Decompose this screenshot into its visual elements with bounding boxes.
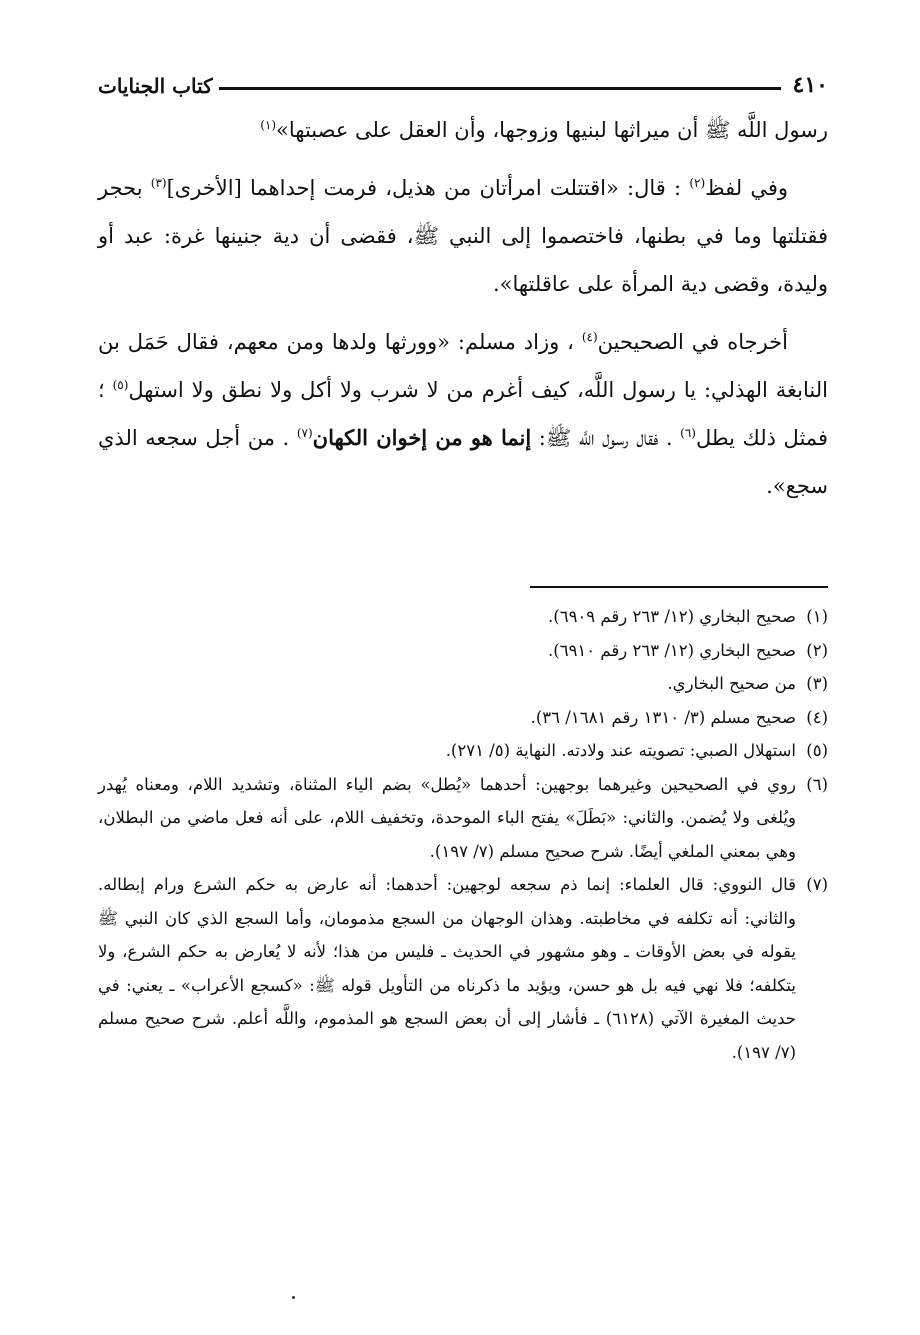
footnote-ref-3[interactable]: (٣) — [150, 176, 167, 190]
header-rule — [219, 87, 781, 90]
footnote-number: (٥) — [806, 741, 828, 760]
paragraph-3-text-d: . فقال رسول اللَّه ﷺ: — [531, 426, 681, 450]
footnote-1 — [98, 600, 828, 634]
footnote-number: (٢) — [806, 640, 828, 660]
paragraph-2-text-c: بحجر فقتلتها وما في بطنها، فاختصموا إلى النبي ﷺ، فقضى أن دية جنينها غرة: عبد أو وليدة، وقضى دية المرأة على عاقلتها». — [98, 176, 828, 296]
footnote-text: قال النووي: قال العلماء: إنما ذم سجعه لوجهين: أحدهما: أنه عارض به حكم الشرع ورام إبطاله. والثاني: أنه تكلفه في مخاطبته. وهذان الوجهان من السجع مذمومان، وأما السجع الذي كان النبي ﷺ يقوله في بعض الأوقات ـ وهو مشهور في الحديث ـ فليس من هذا؛ لأنه لا يُعارض به حكم الشرع، ولا يتكلفه؛ فلا نهي فيه بل هو حسن، ويؤيد ما ذكرناه من التأويل قوله ﷺ: «كسجع الأعراب» ـ يعني: في حديث المغيرة الآتي (٦١٢٨) ـ فأشار إلى أن بعض السجع هو المذموم، واللَّه أعلم. شرح صحيح مسلم (٧/ ١٩٧). — [98, 875, 796, 1062]
footnote-ref-7[interactable]: (٧) — [296, 426, 313, 440]
main-text — [98, 106, 828, 510]
paragraph-2 — [98, 164, 828, 308]
footnote-separator — [530, 586, 828, 588]
hadith-bold-phrase: إنما هو من إخوان الكهان — [312, 425, 532, 450]
paragraph-3 — [98, 318, 828, 510]
footnote-ref-5[interactable]: (٥) — [112, 378, 129, 392]
scan-speck — [292, 1296, 295, 1299]
paragraph-2-text-a: وفي لفظ — [705, 176, 789, 200]
paragraph-2-text-b: : قال: «اقتتلت امرأتان من هذيل، فرمت إحداهما [الأخرى] — [166, 176, 690, 200]
footnote-ref-1[interactable]: (١) — [260, 118, 277, 132]
footnote-text: من صحيح البخاري. — [667, 674, 796, 693]
running-header — [98, 62, 828, 96]
paragraph-3-text-b: ، وزاد مسلم: «وورثها ولدها ومن معهم، فقال حَمَل بن النابغة الهذلي: يا رسول اللَّه، كيف أغرم من لا شرب ولا أكل ولا نطق ولا استهل — [98, 330, 828, 402]
paragraph-1-text: رسول اللَّه ﷺ أن ميراثها لبنيها وزوجها، وأن العقل على عصبتها» — [276, 118, 828, 142]
footnote-number: (٤) — [806, 707, 828, 727]
footnote-4 — [98, 701, 828, 735]
footnote-number: (٣) — [806, 674, 828, 693]
footnote-number: (٦) — [806, 774, 828, 794]
footnote-ref-6[interactable]: (٦) — [680, 426, 696, 440]
footnote-number: (٧) — [806, 875, 828, 894]
footnote-6 — [98, 768, 828, 869]
paragraph-3-text-a: أخرجاه في الصحيحين — [597, 330, 788, 354]
footnote-text: صحيح البخاري (١٢/ ٢٦٣ رقم ٦٩١٠). — [548, 640, 796, 660]
footnote-number: (١) — [806, 607, 828, 626]
page-number: ٤١٠ — [792, 72, 828, 98]
paragraph-3-text-c: ؛ فمثل ذلك يطل — [98, 378, 828, 450]
footnote-text: روي في الصحيحين وغيرهما بوجهين: أحدهما «يُطل» بضم الياء المثناة، وتشديد اللام، ومعناه يُهدر ويُلغى ولا يُضمن. والثاني: «بَطَلَ» يفتح الباء الموحدة، وتخفيف اللام، على أنه فعل ماضي من البطلان، وهي بمعني الملغي أيضًا. شرح صحيح مسلم (٧/ ١٩٧). — [98, 774, 796, 861]
paragraph-3-text-e: . من أجل سجعه الذي سجع». — [98, 426, 828, 498]
footnote-ref-4[interactable]: (٤) — [581, 330, 598, 344]
footnote-2 — [98, 634, 828, 668]
footnote-text: استهلال الصبي: تصويته عند ولادته. النهاية (٥/ ٢٧١). — [445, 741, 796, 760]
footnote-3 — [98, 667, 828, 701]
footnote-text: صحيح مسلم (٣/ ١٣١٠ رقم ١٦٨١/ ٣٦). — [530, 707, 796, 727]
footnote-text: صحيح البخاري (١٢/ ٢٦٣ رقم ٦٩٠٩). — [548, 607, 796, 626]
running-title: كتاب الجنايات — [98, 74, 213, 98]
footnotes — [98, 600, 828, 1069]
footnote-7 — [98, 868, 828, 1069]
footnote-5 — [98, 734, 828, 768]
paragraph-1 — [98, 106, 828, 154]
footnote-ref-2[interactable]: (٢) — [689, 176, 706, 190]
